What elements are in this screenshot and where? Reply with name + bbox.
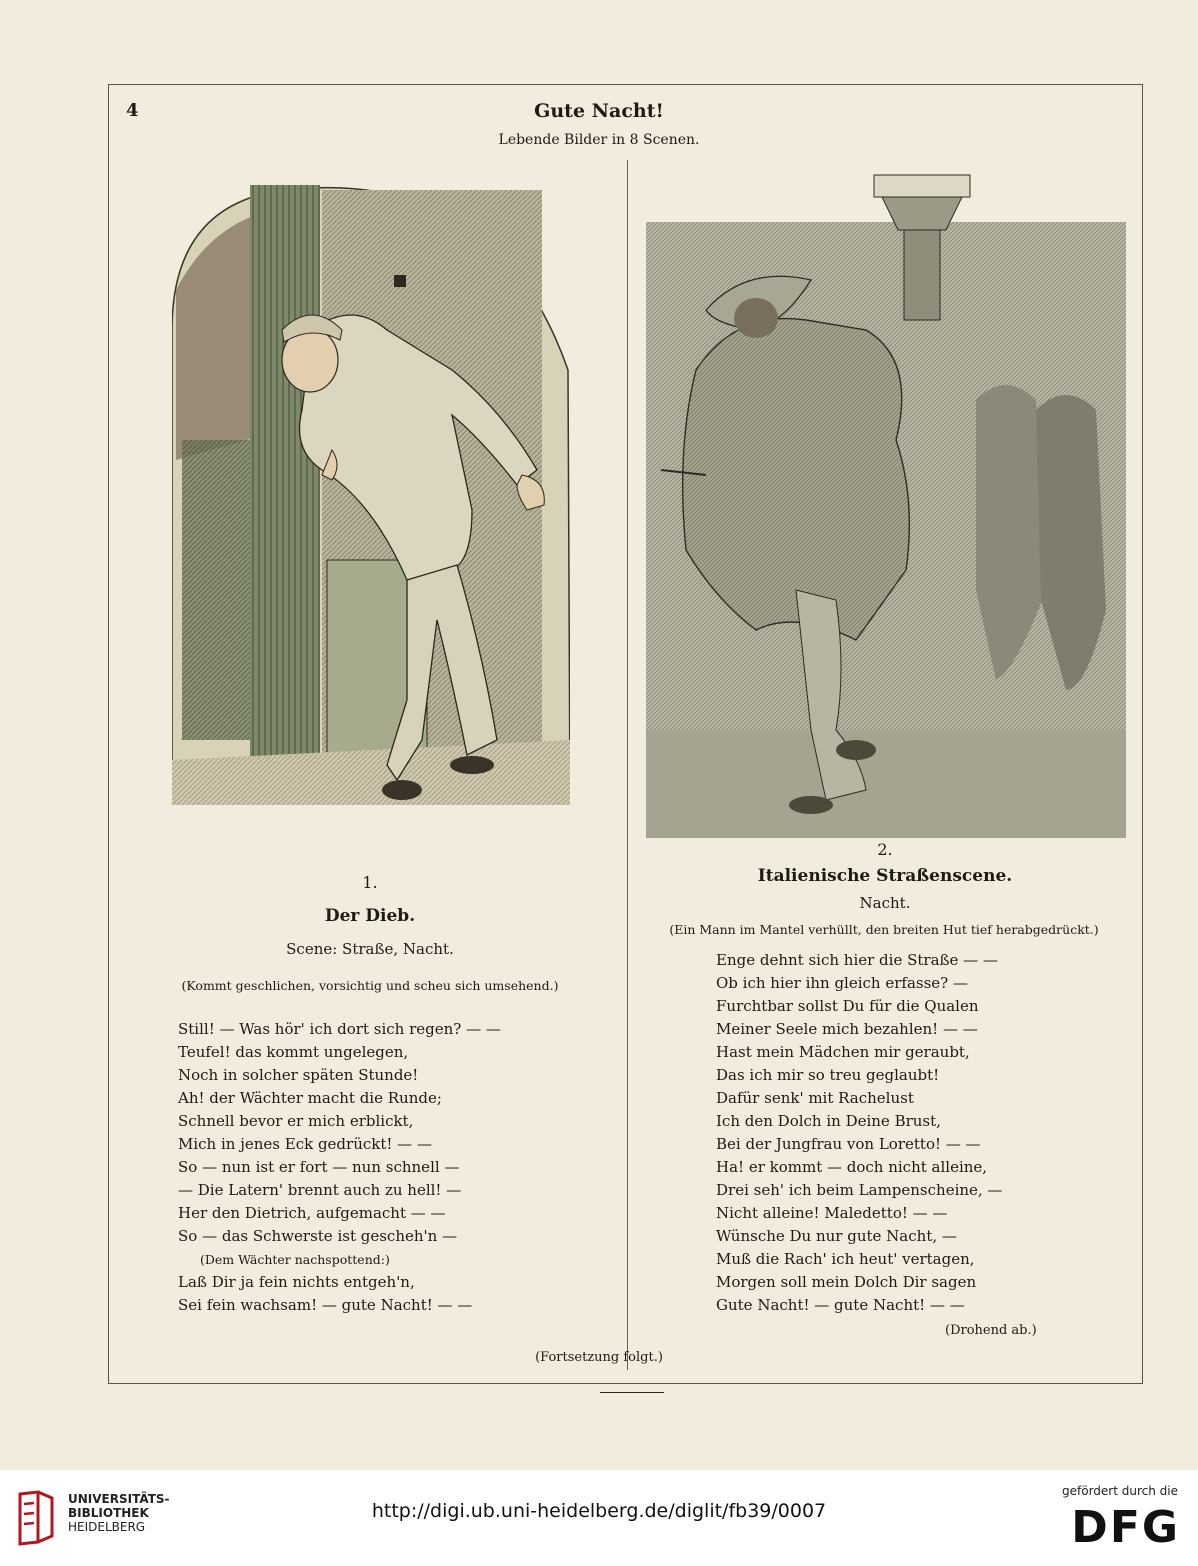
institution-line: UNIVERSITÄTS- <box>68 1492 170 1506</box>
verse-line: Bei der Jungfrau von Loretto! — — <box>716 1135 981 1153</box>
verse-line: Ich den Dolch in Deine Brust, <box>716 1112 941 1130</box>
scene-2-setting: Nacht. <box>859 894 911 912</box>
scene-1-direction: (Kommt geschlichen, vorsichtig und scheu sich umsehend.) <box>181 978 559 993</box>
verse-line: Gute Nacht! — gute Nacht! — — <box>716 1296 965 1314</box>
scene-1-heading: Der Dieb. <box>324 906 416 926</box>
end-rule <box>600 1392 664 1393</box>
verse-line: Her den Dietrich, aufgemacht — — <box>178 1204 446 1222</box>
scene-2-verse <box>716 949 1002 1317</box>
page-subtitle: Lebende Bilder in 8 Scenen. <box>498 132 700 148</box>
page-title: Gute Nacht! <box>534 100 664 122</box>
continuation-note: (Fortsetzung folgt.) <box>535 1350 663 1365</box>
verse-line: Ob ich hier ihn gleich erfasse? — <box>716 974 968 992</box>
thief-illustration <box>172 180 570 805</box>
verse-line: So — nun ist er fort — nun schnell — <box>178 1158 460 1176</box>
column-divider <box>627 160 628 1370</box>
verse-line: Noch in solcher späten Stunde! <box>178 1066 419 1084</box>
verse-line: Das ich mir so treu geglaubt! <box>716 1066 940 1084</box>
verse-line: Laß Dir ja fein nichts entgeh'n, <box>178 1273 415 1291</box>
verse-line: Still! — Was hör' ich dort sich regen? — — <box>178 1020 501 1038</box>
verse-line: Wünsche Du nur gute Nacht, — <box>716 1227 957 1245</box>
page-number: 4 <box>126 100 139 121</box>
verse-line: Morgen soll mein Dolch Dir sagen <box>716 1273 977 1291</box>
scene-1-number: 1. <box>362 873 378 892</box>
verse-line: Teufel! das kommt ungelegen, <box>178 1043 409 1061</box>
footer-bar <box>0 1470 1198 1566</box>
verse-line: Muß die Rach' ich heut' vertagen, <box>716 1250 975 1268</box>
stage-aside: (Dem Wächter nachspottend:) <box>200 1252 390 1267</box>
scene-2-direction: (Ein Mann im Mantel verhüllt, den breiten Hut tief herabgedrückt.) <box>669 922 1099 937</box>
verse-line: Drei seh' ich beim Lampenscheine, — <box>716 1181 1003 1199</box>
dfg-logo: DFG <box>1071 1502 1180 1553</box>
institution-line: BIBLIOTHEK <box>68 1506 149 1520</box>
verse-line: Ah! der Wächter macht die Runde; <box>178 1089 442 1107</box>
verse-line: Nicht alleine! Maledetto! — — <box>716 1204 948 1222</box>
verse-line: Schnell bevor er mich erblickt, <box>178 1112 414 1130</box>
scene-1-verse <box>178 1018 501 1317</box>
verse-line: — Die Latern' brennt auch zu hell! — <box>178 1181 462 1199</box>
verse-line: Dafür senk' mit Rachelust <box>716 1089 914 1107</box>
verse-line: Mich in jenes Eck gedrückt! — — <box>178 1135 432 1153</box>
verse-line: Ha! er kommt — doch nicht alleine, <box>716 1158 988 1176</box>
verse-line: So — das Schwerste ist gescheh'n — <box>178 1227 458 1245</box>
scene-2-heading: Italienische Straßenscene. <box>757 866 1013 886</box>
institution-line: HEIDELBERG <box>68 1520 146 1534</box>
scene-1-setting: Scene: Straße, Nacht. <box>286 940 454 958</box>
verse-line: Meiner Seele mich bezahlen! — — <box>716 1020 978 1038</box>
verse-line: Furchtbar sollst Du für die Qualen <box>716 997 979 1015</box>
verse-line: Sei fein wachsam! — gute Nacht! — — <box>178 1296 473 1314</box>
verse-line: Hast mein Mädchen mir geraubt, <box>716 1043 970 1061</box>
permalink-url[interactable]: http://digi.ub.uni-heidelberg.de/diglit/fb39/0007 <box>371 1500 827 1522</box>
cloaked-man-illustration <box>646 170 1126 838</box>
scene-2-exit: (Drohend ab.) <box>945 1323 1037 1338</box>
verse-line: Enge dehnt sich hier die Straße — — <box>716 951 998 969</box>
scene-2-number: 2. <box>877 840 893 859</box>
funding-note: gefördert durch die <box>1062 1484 1178 1498</box>
